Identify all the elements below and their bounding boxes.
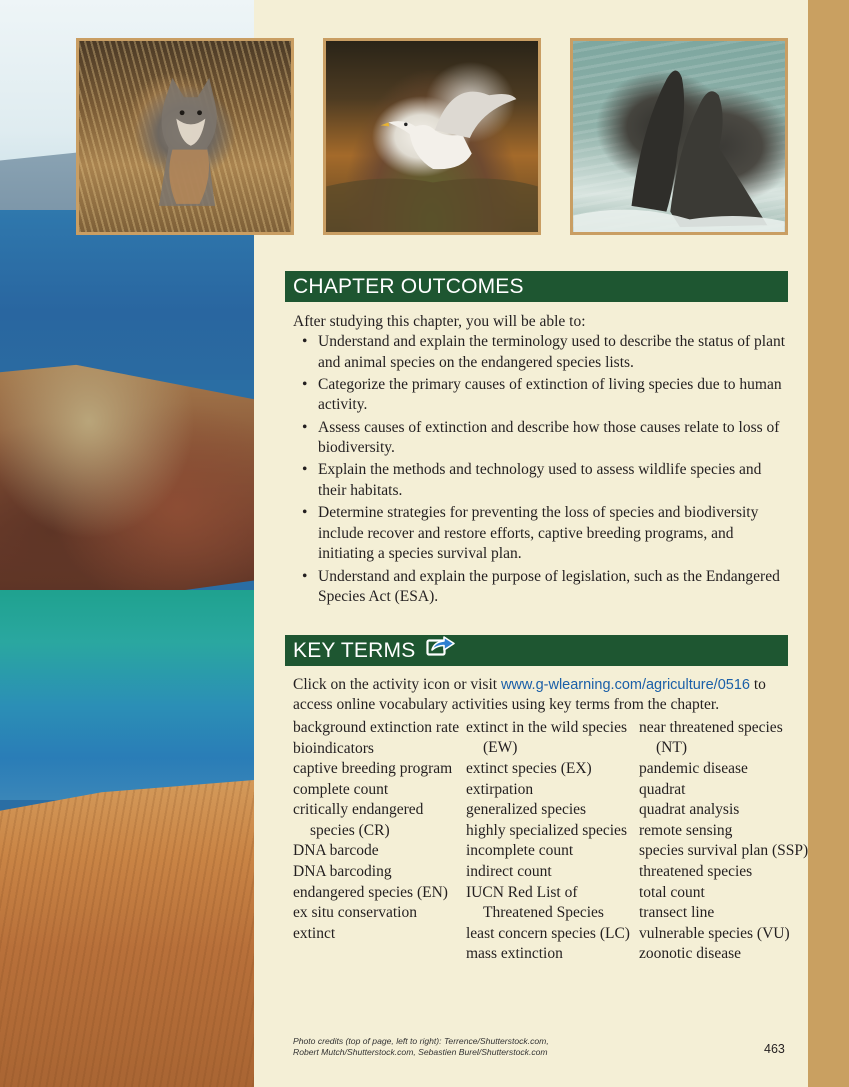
page-edge-bar bbox=[808, 0, 849, 1087]
outcome-item: • Determine strategies for preventing the loss of species and biodiversity include recover and restore efforts, captive breeding programs, and initiating a species survival plan. bbox=[300, 503, 790, 565]
outcome-item: • Explain the methods and technology used to assess wildlife species and their habitats. bbox=[300, 460, 790, 501]
key-term: extinct bbox=[293, 924, 336, 942]
key-term: captive breeding program bbox=[293, 760, 453, 778]
key-term: total count bbox=[639, 883, 705, 901]
key-term: quadrat analysis bbox=[639, 801, 740, 819]
key-terms-intro bbox=[293, 675, 793, 715]
outcome-item: • Understand and explain the purpose of legislation, such as the Endangered Species Act (ESA). bbox=[300, 567, 790, 608]
outcomes-intro: After studying this chapter, you will be able to: bbox=[293, 313, 586, 330]
chapter-outcomes-heading: CHAPTER OUTCOMES bbox=[285, 271, 788, 302]
key-term: transect line bbox=[639, 904, 715, 922]
seagull-photo bbox=[323, 38, 541, 235]
fox-photo-art bbox=[79, 41, 291, 232]
key-terms-column-2 bbox=[466, 718, 638, 965]
rocky-cliff bbox=[0, 360, 254, 605]
key-term: generalized species bbox=[466, 801, 587, 819]
activities-link[interactable]: www.g-wlearning.com/agriculture/0516 bbox=[500, 677, 750, 693]
key-term: species survival plan (SSP) bbox=[639, 842, 809, 860]
outcome-item: • Categorize the primary causes of extinction of living species due to human activity. bbox=[300, 375, 790, 416]
photo-credits-line-2: Robert Mutch/Shutterstock.com, Sebastien Burel/Shutterstock.com bbox=[293, 1047, 548, 1057]
key-term: threatened species bbox=[639, 862, 753, 880]
key-term: extirpation bbox=[466, 780, 534, 798]
key-term: highly specialized species bbox=[466, 821, 627, 839]
page-number: 463 bbox=[764, 1042, 785, 1056]
key-term: background extinction rate bbox=[293, 719, 460, 736]
key-term: extinct species (EX) bbox=[466, 760, 592, 777]
key-term: remote sensing bbox=[639, 821, 733, 839]
key-term: least concern species (LC) bbox=[466, 924, 630, 942]
key-term: bioindicators bbox=[293, 739, 374, 757]
ocean-water bbox=[0, 210, 254, 380]
key-term: complete count bbox=[293, 780, 389, 798]
key-term: DNA barcode bbox=[293, 842, 379, 860]
key-term: vulnerable species (VU) bbox=[639, 924, 790, 942]
elephant-seals-photo-art bbox=[573, 41, 785, 232]
outcome-item: • Assess causes of extinction and describe how those causes relate to loss of biodiversity. bbox=[300, 418, 790, 459]
key-term: pandemic disease bbox=[639, 760, 748, 777]
fox-photo bbox=[76, 38, 294, 235]
seagull-photo-art bbox=[326, 41, 538, 232]
key-term: zoonotic disease bbox=[639, 945, 742, 963]
key-term: IUCN Red List of Threatened Species bbox=[466, 883, 604, 921]
key-term: ex situ conservation bbox=[293, 904, 417, 922]
key-terms-title: KEY TERMS bbox=[293, 639, 416, 662]
outcomes-list bbox=[300, 332, 790, 609]
key-terms-intro-start: Click on the activity icon or visit bbox=[293, 676, 501, 693]
key-term: DNA barcoding bbox=[293, 862, 392, 880]
photo-credits-line-1: Photo credits (top of page, left to right): Terrence/Shutterstock.com, bbox=[293, 1036, 549, 1046]
photo-credits bbox=[293, 1036, 593, 1058]
dry-grass-hillside bbox=[0, 780, 254, 1087]
activity-link-icon[interactable] bbox=[425, 633, 457, 666]
key-terms-heading bbox=[285, 635, 788, 666]
key-terms-column-1 bbox=[293, 718, 463, 944]
outcome-item: • Understand and explain the terminology used to describe the status of plant and animal species on the endangered species lists. bbox=[300, 332, 790, 373]
key-term: critically endangered species (CR) bbox=[293, 801, 424, 839]
elephant-seals-photo bbox=[570, 38, 788, 235]
key-term: extinct in the wild species (EW) bbox=[466, 719, 627, 757]
key-term: near threatened species (NT) bbox=[639, 719, 783, 757]
key-term: quadrat bbox=[639, 780, 686, 798]
key-term: mass extinction bbox=[466, 945, 563, 963]
key-term: indirect count bbox=[466, 862, 552, 880]
key-terms-intro-end: to access online vocabulary activities using key terms from the chapter. bbox=[293, 676, 766, 713]
turquoise-cove bbox=[0, 590, 254, 800]
key-term: incomplete count bbox=[466, 842, 574, 860]
key-term: endangered species (EN) bbox=[293, 883, 448, 901]
key-terms-column-3 bbox=[639, 718, 811, 965]
